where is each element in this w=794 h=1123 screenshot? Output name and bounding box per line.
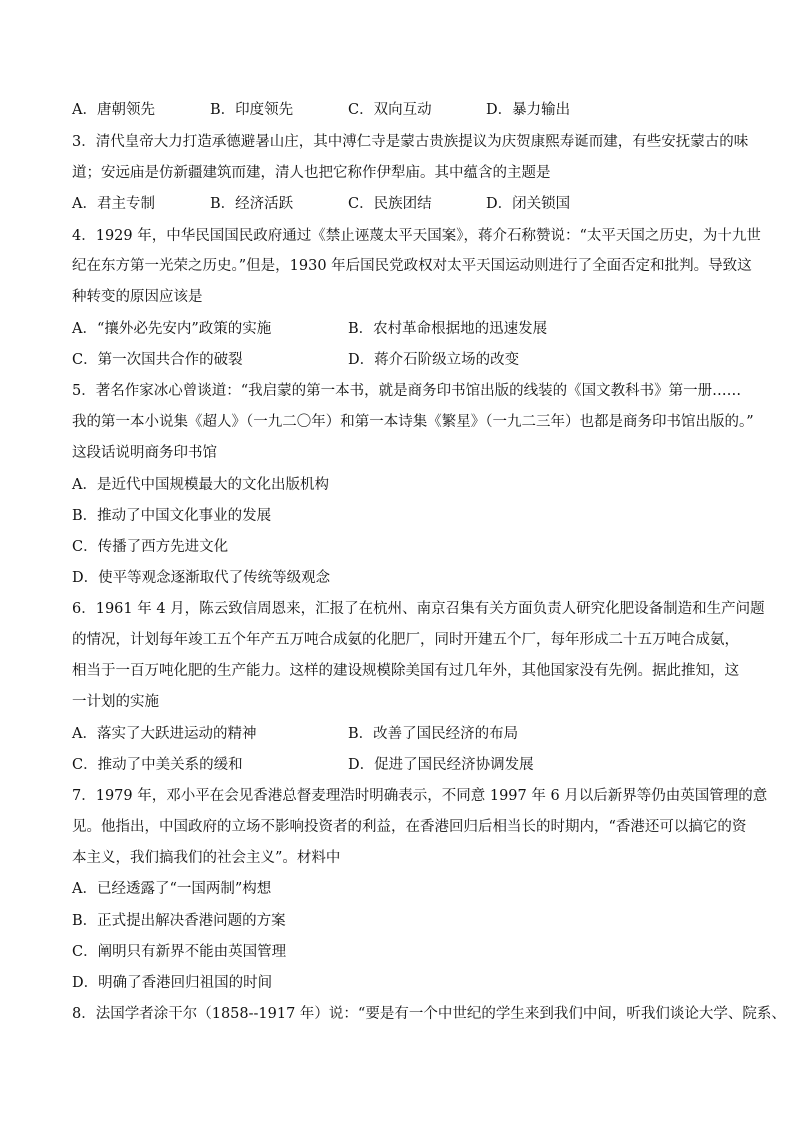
q3-stem-line-1: 3．清代皇帝大力打造承德避暑山庄，其中溥仁寺是蒙古贵族提议为庆贺康熙寿诞而建，有些安抚蒙古的味 xyxy=(72,134,749,150)
q7-option-a[interactable]: A．已经透露了“一国两制”构想 xyxy=(72,881,272,897)
q8-stem-line-1: 8．法国学者涂干尔（1858--1917 年）说：“要是有一个中世纪的学生来到我们中间，听我们谈论大学、院系、 xyxy=(72,1006,786,1022)
q3-option-d[interactable]: D．闭关锁国 xyxy=(486,196,571,212)
q7-option-b[interactable]: B．正式提出解决香港问题的方案 xyxy=(72,913,286,929)
q7-option-c[interactable]: C．阐明只有新界不能由英国管理 xyxy=(72,944,287,960)
q4-option-c[interactable]: C．第一次国共合作的破裂 xyxy=(72,352,243,368)
q3-option-c[interactable]: C．民族团结 xyxy=(348,196,432,212)
q2-option-a[interactable]: A．唐朝领先 xyxy=(72,102,155,118)
q3-option-a[interactable]: A．君主专制 xyxy=(72,196,155,212)
q5-stem-line-2: 我的第一本小说集《超人》（一九二〇年）和第一本诗集《繁星》（一九二三年）也都是商务印书馆出版的。” xyxy=(72,414,754,430)
q6-option-a[interactable]: A．落实了大跃进运动的精神 xyxy=(72,726,257,742)
q6-option-b[interactable]: B．改善了国民经济的布局 xyxy=(348,726,519,742)
q6-stem-line-2: 的情况，计划每年竣工五个年产五万吨合成氨的化肥厂，同时开建五个厂，每年形成二十五万吨合成氨， xyxy=(72,632,739,648)
q4-stem-line-1: 4．1929 年，中华民国国民政府通过《禁止诬蔑太平天国案》，蒋介石称赞说：“太平天国之历史，为十九世 xyxy=(72,228,761,244)
q2-option-b[interactable]: B．印度领先 xyxy=(210,102,294,118)
q6-stem-line-1: 6．1961 年 4 月，陈云致信周恩来，汇报了在杭州、南京召集有关方面负责人研究化肥设备制造和生产问题 xyxy=(72,601,765,617)
q6-stem-line-4: 一计划的实施 xyxy=(72,694,159,710)
q5-option-c[interactable]: C．传播了西方先进文化 xyxy=(72,539,229,555)
q5-stem-line-3: 这段话说明商务印书馆 xyxy=(72,445,217,461)
q3-option-b[interactable]: B．经济活跃 xyxy=(210,196,294,212)
q7-stem-line-1: 7．1979 年，邓小平在会见香港总督麦理浩时明确表示，不同意 1997 年 6 月以后新界等仍由英国管理的意 xyxy=(72,788,768,804)
q4-stem-line-3: 种转变的原因应该是 xyxy=(72,289,203,305)
q2-option-c[interactable]: C．双向互动 xyxy=(348,102,432,118)
q7-stem-line-2: 见。他指出，中国政府的立场不影响投资者的利益，在香港回归后相当长的时期内，“香港还可以搞它的资 xyxy=(72,819,747,835)
q7-option-d[interactable]: D．明确了香港回归祖国的时间 xyxy=(72,975,273,991)
q4-option-d[interactable]: D．蒋介石阶级立场的改变 xyxy=(348,352,520,368)
q5-option-b[interactable]: B．推动了中国文化事业的发展 xyxy=(72,508,272,524)
q5-option-a[interactable]: A．是近代中国规模最大的文化出版机构 xyxy=(72,477,329,493)
q2-option-d[interactable]: D．暴力输出 xyxy=(486,102,571,118)
q4-option-a[interactable]: A．“攘外必先安内”政策的实施 xyxy=(72,321,272,337)
q5-stem-line-1: 5．著名作家冰心曾谈道：“我启蒙的第一本书，就是商务印书馆出版的线装的《国文教科书》第一册…… xyxy=(72,383,742,399)
q5-option-d[interactable]: D．使平等观念逐渐取代了传统等级观念 xyxy=(72,570,331,586)
q4-option-b[interactable]: B．农村革命根据地的迅速发展 xyxy=(348,321,548,337)
q6-stem-line-3: 相当于一百万吨化肥的生产能力。这样的建设规模除美国有过几年外，其他国家没有先例。据此推知，这 xyxy=(72,663,739,679)
q6-option-c[interactable]: C．推动了中美关系的缓和 xyxy=(72,757,243,773)
q7-stem-line-3: 本主义，我们搞我们的社会主义”。材料中 xyxy=(72,850,341,866)
q3-stem-line-2: 道；安远庙是仿新疆建筑而建，清人也把它称作伊犁庙。其中蕴含的主题是 xyxy=(72,165,551,181)
q4-stem-line-2: 纪在东方第一光荣之历史。”但是，1930 年后国民党政权对太平天国运动则进行了全面否定和批判。导致这 xyxy=(72,258,752,274)
q6-option-d[interactable]: D．促进了国民经济协调发展 xyxy=(348,757,534,773)
